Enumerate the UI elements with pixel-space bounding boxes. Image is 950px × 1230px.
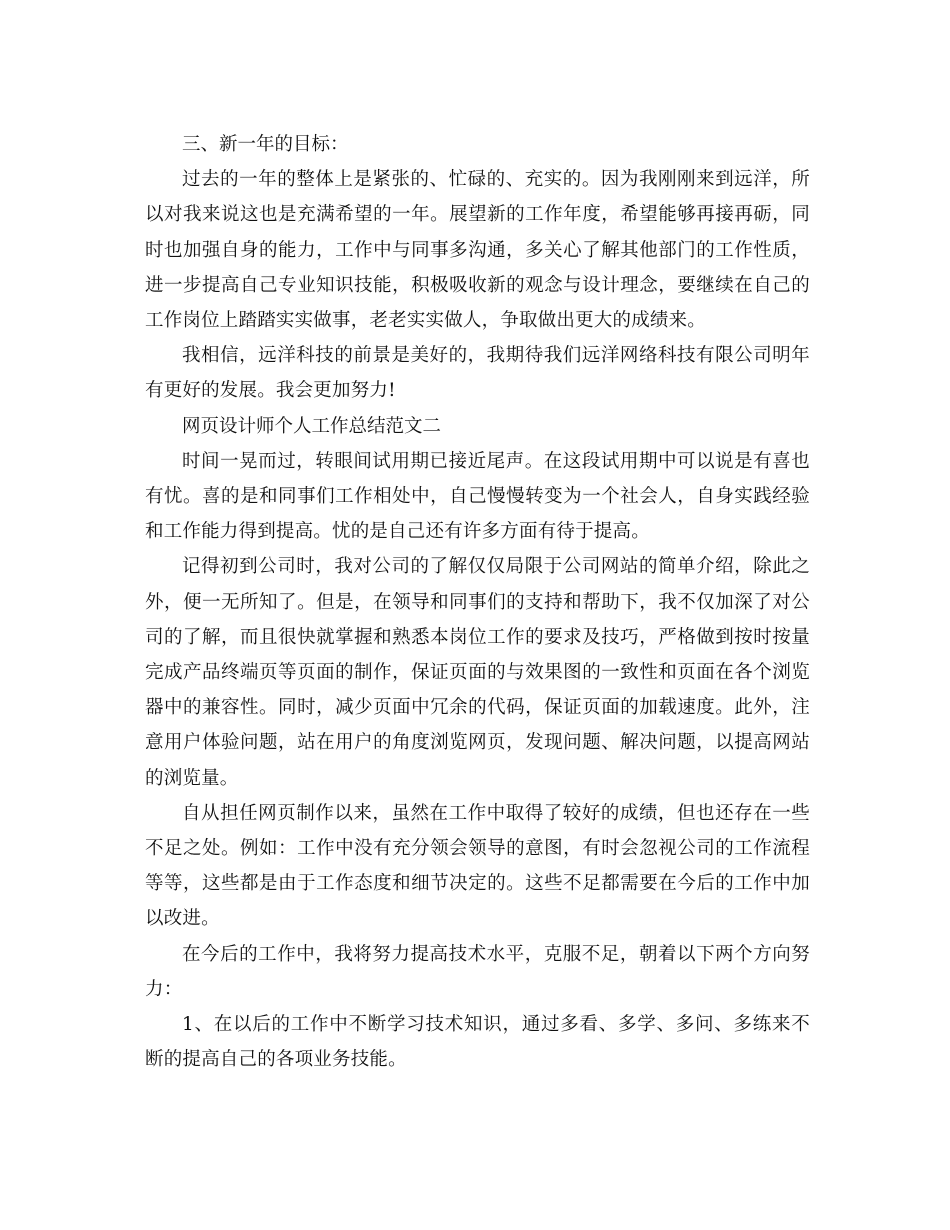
- paragraph: 1、在以后的工作中不断学习技术知识，通过多看、多学、多问、多练来不断的提高自己的各项业务技能。: [145, 1014, 810, 1071]
- paragraph: 过去的一年的整体上是紧张的、忙碌的、充实的。因为我刚刚来到远洋，所以对我来说这也是充满希望的一年。展望新的工作年度，希望能够再接再砺，同时也加强自身的能力，工作中与同事多沟通，多关心了解其他部门的工作性质，进一步提高自己专业知识技能，积极吸收新的观念与设计理念，要继续在自己的工作岗位上踏踏实实做事，老老实实做人，争取做出更大的成绩来。: [145, 169, 810, 332]
- section-heading-sample-two: 网页设计师个人工作总结范文二: [182, 415, 442, 437]
- paragraph: 时间一晃而过，转眼间试用期已接近尾声。在这段试用期中可以说是有喜也有忧。喜的是和同事们工作相处中，自己慢慢转变为一个社会人，自身实践经验和工作能力得到提高。忧的是自己还有许多方面有待于提高。: [145, 450, 810, 543]
- paragraph: 记得初到公司时，我对公司的了解仅仅局限于公司网站的简单介绍，除此之外，便一无所知了。但是，在领导和同事们的支持和帮助下，我不仅加深了对公司的了解，而且很快就掌握和熟悉本岗位工作的要求及技巧，严格做到按时按量完成产品终端页等页面的制作，保证页面的与效果图的一致性和页面在各个浏览器中的兼容性。同时，减少页面中冗余的代码，保证页面的加载速度。此外，注意用户体验问题，站在用户的角度浏览网页，发现问题、解决问题，以提高网站的浏览量。: [145, 556, 810, 789]
- document-body: [145, 127, 810, 1077]
- paragraph: 在今后的工作中，我将努力提高技术水平，克服不足，朝着以下两个方向努力：: [145, 943, 810, 1000]
- paragraph: 自从担任网页制作以来，虽然在工作中取得了较好的成绩，但也还存在一些不足之处。例如：工作中没有充分领会领导的意图，有时会忽视公司的工作流程等等，这些都是由于工作态度和细节决定的。这些不足都需要在今后的工作中加以改进。: [145, 802, 810, 930]
- section-heading-goals: 三、新一年的目标：: [182, 134, 349, 155]
- paragraph: 我相信，远洋科技的前景是美好的，我期待我们远洋网络科技有限公司明年有更好的发展。我会更加努力!: [145, 345, 810, 402]
